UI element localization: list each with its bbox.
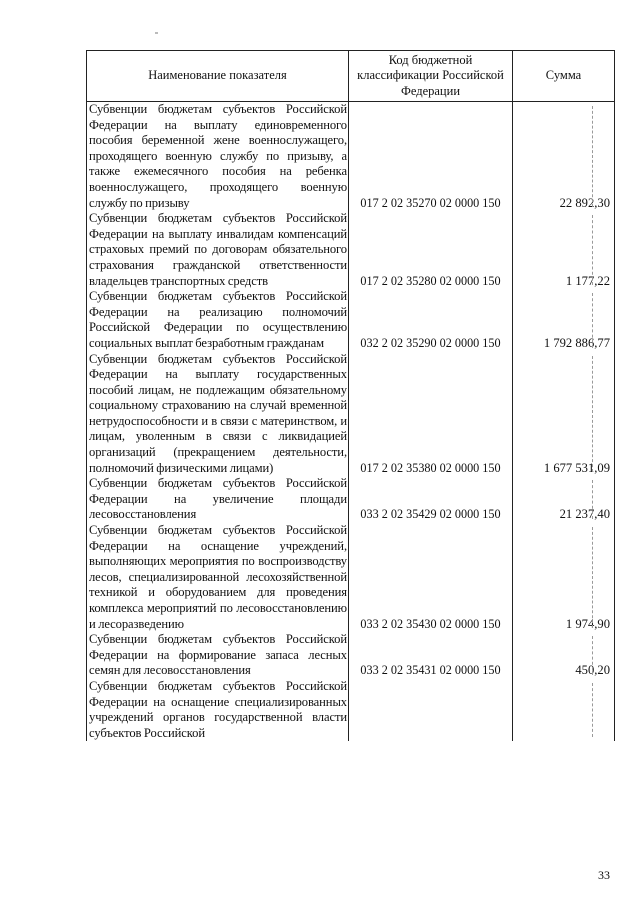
row-sum: 1 677 531,09 xyxy=(513,352,615,477)
row-name: Субвенции бюджетам субъектов Российской Федерации на выплату единовременного пособия беременной жене военнослужащего, проходящего военную службу по призыву, а также ежемесячного пособия на ребенка военнослужащего, проходящего военную службу по призыву xyxy=(87,102,349,212)
row-name: Субвенции бюджетам субъектов Российской Федерации на формирование запаса лесных семян для лесовосстановления xyxy=(87,632,349,679)
row-name: Субвенции бюджетам субъектов Российской Федерации на оснащение специализированных учреждений органов государственной власти субъектов Российской xyxy=(87,679,349,741)
header-sum: Сумма xyxy=(513,51,615,102)
row-code xyxy=(349,679,513,741)
row-sum: 450,20 xyxy=(513,632,615,679)
table-header-row xyxy=(87,51,615,102)
row-code: 033 2 02 35429 02 0000 150 xyxy=(349,476,513,523)
row-sum: 1 177,22 xyxy=(513,211,615,289)
table-row xyxy=(87,523,615,632)
row-name: Субвенции бюджетам субъектов Российской Федерации на увеличение площади лесовосстановления xyxy=(87,476,349,523)
row-sum xyxy=(513,679,615,741)
table-row xyxy=(87,632,615,679)
row-name: Субвенции бюджетам субъектов Российской Федерации на реализацию полномочий Российской Федерации по осуществлению социальных выплат безработным гражданам xyxy=(87,289,349,351)
row-name: Субвенции бюджетам субъектов Российской Федерации на выплату инвалидам компенсаций страховых премий по договорам обязательного страхования гражданской ответственности владельцев транспортных средств xyxy=(87,211,349,289)
row-sum: 1 792 886,77 xyxy=(513,289,615,351)
row-code: 017 2 02 35380 02 0000 150 xyxy=(349,352,513,477)
row-code: 017 2 02 35280 02 0000 150 xyxy=(349,211,513,289)
row-sum: 22 892,30 xyxy=(513,102,615,212)
table-row xyxy=(87,679,615,741)
table-row xyxy=(87,211,615,289)
row-name: Субвенции бюджетам субъектов Российской Федерации на оснащение учреждений, выполняющих мероприятия по воспроизводству лесов, специализированной лесохозяйственной техникой и оборудованием для проведения комплекса мероприятий по лесовосстановлению и лесоразведению xyxy=(87,523,349,632)
table-row xyxy=(87,289,615,351)
scan-mark xyxy=(155,32,158,34)
header-code: Код бюджетной классификации Российской Федерации xyxy=(349,51,513,102)
row-sum: 21 237,40 xyxy=(513,476,615,523)
row-sum: 1 974,90 xyxy=(513,523,615,632)
row-name: Субвенции бюджетам субъектов Российской Федерации на выплату государственных пособий лицам, не подлежащим обязательному социальному страхованию на случай временной нетрудоспособности и в связи с материнством, и лицам, уволенным в связи с ликвидацией организаций (прекращением деятельности, полномочий физическими лицами) xyxy=(87,352,349,477)
row-code: 033 2 02 35430 02 0000 150 xyxy=(349,523,513,632)
table-row xyxy=(87,476,615,523)
row-code: 033 2 02 35431 02 0000 150 xyxy=(349,632,513,679)
budget-table xyxy=(86,50,615,741)
row-code: 032 2 02 35290 02 0000 150 xyxy=(349,289,513,351)
page-number: 33 xyxy=(598,868,610,882)
table-row xyxy=(87,102,615,212)
header-name: Наименование показателя xyxy=(87,51,349,102)
table-row xyxy=(87,352,615,477)
row-code: 017 2 02 35270 02 0000 150 xyxy=(349,102,513,212)
